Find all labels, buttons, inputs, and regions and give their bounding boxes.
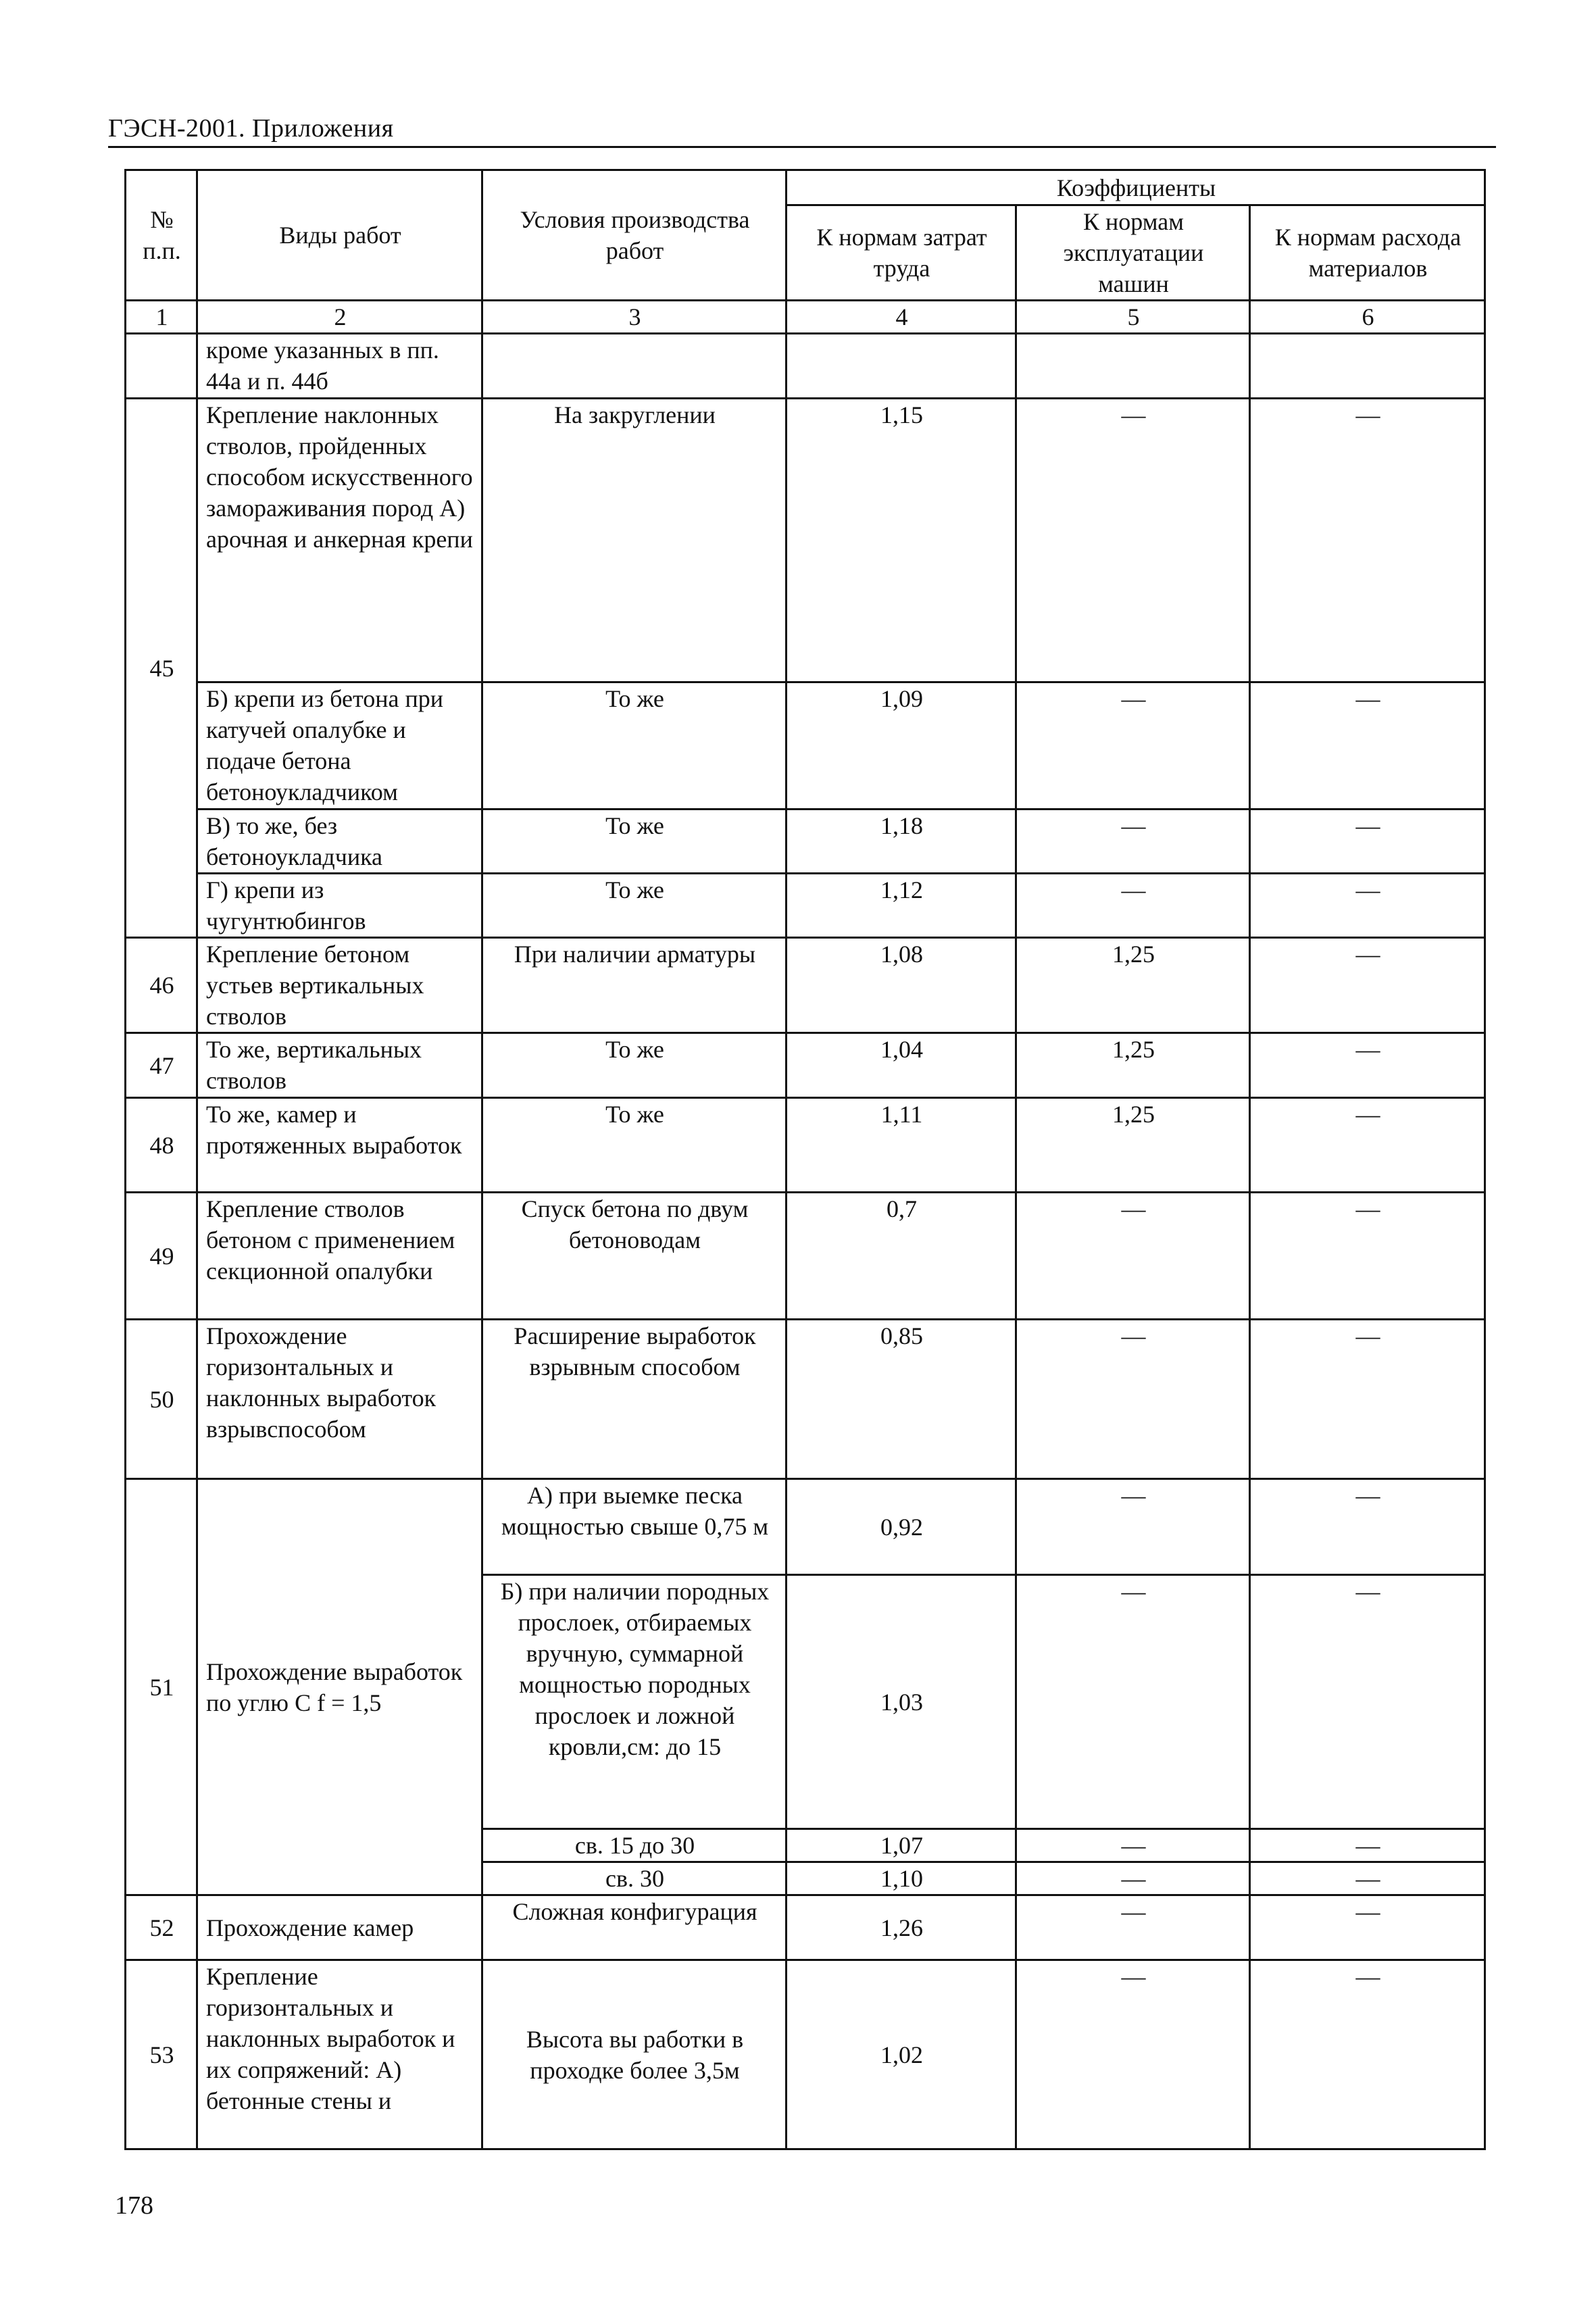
- cell-materials: —: [1250, 682, 1485, 810]
- table-row: [126, 1193, 1485, 1320]
- cell-work: Крепление бетоном устьев вертикальных стволов: [197, 938, 482, 1033]
- cell-labor: 1,08: [787, 938, 1016, 1033]
- cell-conditions: св. 15 до 30: [482, 1829, 787, 1862]
- cell-materials: [1250, 334, 1485, 399]
- cell-num: 50: [126, 1320, 197, 1479]
- cell-conditions: То же: [482, 1098, 787, 1193]
- header-work: Виды работ: [197, 170, 482, 301]
- cell-work: кроме указанных в пп. 44а и п. 44б: [197, 334, 482, 399]
- cell-materials: —: [1250, 1829, 1485, 1862]
- cell-work: Крепление наклонных стволов, пройденных способом искусственного замораживания пород А) арочная и анкерная крепи: [197, 399, 482, 682]
- cell-labor: 1,10: [787, 1862, 1016, 1895]
- column-number: 6: [1250, 301, 1485, 334]
- column-number-row: [126, 301, 1485, 334]
- cell-conditions: А) при выемке песка мощностью свыше 0,75 м: [482, 1479, 787, 1575]
- cell-materials: —: [1250, 1862, 1485, 1895]
- table-row: [126, 682, 1485, 810]
- cell-materials: —: [1250, 1098, 1485, 1193]
- cell-machines: —: [1016, 1479, 1250, 1575]
- cell-num: 53: [126, 1960, 197, 2149]
- column-number: 3: [482, 301, 787, 334]
- cell-work: Крепление горизонтальных и наклонных выработок и их сопряжений: А) бетонные стены и: [197, 1960, 482, 2149]
- cell-conditions: Спуск бетона по двум бетоноводам: [482, 1193, 787, 1320]
- cell-labor: 1,09: [787, 682, 1016, 810]
- cell-num: [126, 334, 197, 399]
- cell-labor: 0,85: [787, 1320, 1016, 1479]
- cell-machines: —: [1016, 810, 1250, 874]
- cell-conditions: На закруглении: [482, 399, 787, 682]
- cell-labor: 0,7: [787, 1193, 1016, 1320]
- cell-machines: —: [1016, 1320, 1250, 1479]
- cell-conditions: св. 30: [482, 1862, 787, 1895]
- cell-num: 45: [126, 399, 197, 938]
- running-head: ГЭСН-2001. Приложения: [108, 114, 394, 143]
- header-rule: [108, 146, 1496, 148]
- table-row: [126, 874, 1485, 938]
- cell-materials: —: [1250, 1193, 1485, 1320]
- cell-conditions: То же: [482, 682, 787, 810]
- table-row: [126, 1320, 1485, 1479]
- table-row: [126, 334, 1485, 399]
- table-row: [126, 938, 1485, 1033]
- cell-num: 51: [126, 1479, 197, 1895]
- page-number: 178: [115, 2191, 153, 2220]
- cell-labor: 1,03: [787, 1575, 1016, 1829]
- header-labor: К нормам затрат труда: [787, 205, 1016, 301]
- column-number: 1: [126, 301, 197, 334]
- column-number: 2: [197, 301, 482, 334]
- table-row: [126, 1098, 1485, 1193]
- cell-materials: —: [1250, 1479, 1485, 1575]
- cell-machines: —: [1016, 1193, 1250, 1320]
- cell-num: 52: [126, 1895, 197, 1960]
- table-row: [126, 399, 1485, 682]
- cell-conditions: То же: [482, 874, 787, 938]
- cell-labor: [787, 334, 1016, 399]
- cell-machines: —: [1016, 1829, 1250, 1862]
- cell-machines: 1,25: [1016, 938, 1250, 1033]
- cell-work: Прохождение горизонтальных и наклонных выработок взрывспособом: [197, 1320, 482, 1479]
- cell-labor: 1,11: [787, 1098, 1016, 1193]
- cell-machines: —: [1016, 682, 1250, 810]
- cell-machines: [1016, 334, 1250, 399]
- cell-work: Прохождение выработок по углю С f = 1,5: [197, 1479, 482, 1895]
- cell-conditions: Расширение выработок взрывным способом: [482, 1320, 787, 1479]
- cell-materials: —: [1250, 1960, 1485, 2149]
- cell-conditions: При наличии арматуры: [482, 938, 787, 1033]
- cell-num: 48: [126, 1098, 197, 1193]
- column-number: 4: [787, 301, 1016, 334]
- cell-machines: —: [1016, 399, 1250, 682]
- cell-conditions: [482, 334, 787, 399]
- cell-materials: —: [1250, 399, 1485, 682]
- cell-conditions: Б) при наличии породных прослоек, отбираемых вручную, суммарной мощностью породных прослоек и ложной кровли,см: до 15: [482, 1575, 787, 1829]
- cell-machines: —: [1016, 1862, 1250, 1895]
- cell-labor: 1,12: [787, 874, 1016, 938]
- cell-work: В) то же, без бетоноукладчика: [197, 810, 482, 874]
- cell-num: 47: [126, 1033, 197, 1098]
- cell-materials: —: [1250, 810, 1485, 874]
- cell-labor: 1,04: [787, 1033, 1016, 1098]
- header-row: [126, 170, 1485, 205]
- cell-materials: —: [1250, 1320, 1485, 1479]
- cell-conditions: То же: [482, 1033, 787, 1098]
- cell-work: Б) крепи из бетона при катучей опалубке и подаче бетона бетоноукладчиком: [197, 682, 482, 810]
- cell-machines: 1,25: [1016, 1033, 1250, 1098]
- header-machines: К нормам эксплуатации машин: [1016, 205, 1250, 301]
- cell-labor: 1,15: [787, 399, 1016, 682]
- cell-materials: —: [1250, 938, 1485, 1033]
- cell-machines: —: [1016, 1960, 1250, 2149]
- cell-machines: —: [1016, 874, 1250, 938]
- cell-conditions: То же: [482, 810, 787, 874]
- header-conditions: Условия производства работ: [482, 170, 787, 301]
- cell-work: Г) крепи из чугунтюбингов: [197, 874, 482, 938]
- cell-materials: —: [1250, 1033, 1485, 1098]
- cell-conditions: Сложная конфигурация: [482, 1895, 787, 1960]
- header-coefficients: Коэффициенты: [787, 170, 1485, 205]
- cell-labor: 1,18: [787, 810, 1016, 874]
- cell-work: То же, камер и протяженных выработок: [197, 1098, 482, 1193]
- header-num: № п.п.: [126, 170, 197, 301]
- cell-labor: 1,07: [787, 1829, 1016, 1862]
- table-row: [126, 810, 1485, 874]
- cell-materials: —: [1250, 1575, 1485, 1829]
- cell-materials: —: [1250, 1895, 1485, 1960]
- cell-work: То же, вертикальных стволов: [197, 1033, 482, 1098]
- cell-work: Крепление стволов бетоном с применением секционной опалубки: [197, 1193, 482, 1320]
- cell-num: 46: [126, 938, 197, 1033]
- header-materials: К нормам расхода материалов: [1250, 205, 1485, 301]
- cell-conditions: Высота вы работки в проходке более 3,5м: [482, 1960, 787, 2149]
- cell-labor: 1,02: [787, 1960, 1016, 2149]
- coefficients-table: [124, 169, 1486, 2150]
- table-row: [126, 1960, 1485, 2149]
- table-row: [126, 1479, 1485, 1575]
- table-row: [126, 1895, 1485, 1960]
- cell-num: 49: [126, 1193, 197, 1320]
- cell-machines: —: [1016, 1575, 1250, 1829]
- cell-labor: 0,92: [787, 1479, 1016, 1575]
- cell-machines: 1,25: [1016, 1098, 1250, 1193]
- table-row: [126, 1033, 1485, 1098]
- cell-labor: 1,26: [787, 1895, 1016, 1960]
- column-number: 5: [1016, 301, 1250, 334]
- cell-work: Прохождение камер: [197, 1895, 482, 1960]
- cell-materials: —: [1250, 874, 1485, 938]
- cell-machines: —: [1016, 1895, 1250, 1960]
